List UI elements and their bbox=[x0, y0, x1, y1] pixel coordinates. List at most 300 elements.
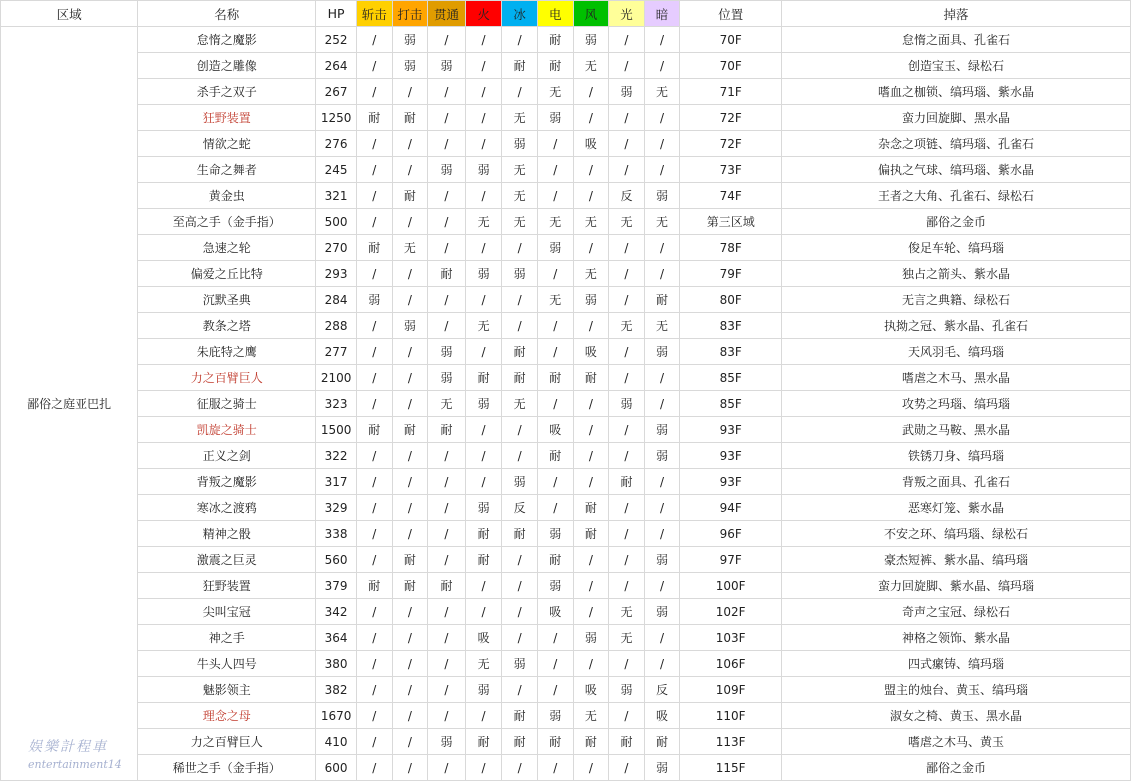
cell-ice: 弱 bbox=[502, 651, 538, 677]
table-row bbox=[1, 79, 1131, 105]
cell-slash: / bbox=[356, 521, 392, 547]
cell-location: 70F bbox=[680, 53, 782, 79]
cell-fire: 弱 bbox=[465, 261, 502, 287]
cell-drops: 鄙俗之金币 bbox=[782, 755, 1131, 781]
cell-drops: 四式瘰铸、缟玛瑙 bbox=[782, 651, 1131, 677]
cell-elec: / bbox=[537, 183, 573, 209]
cell-fire: / bbox=[465, 599, 502, 625]
cell-dark: / bbox=[644, 651, 680, 677]
cell-ice: / bbox=[502, 547, 538, 573]
cell-pierce: 弱 bbox=[428, 365, 466, 391]
cell-fire: 吸 bbox=[465, 625, 502, 651]
cell-hp: 267 bbox=[316, 79, 357, 105]
cell-pierce: / bbox=[428, 599, 466, 625]
cell-hp: 317 bbox=[316, 469, 357, 495]
table-row bbox=[1, 677, 1131, 703]
watermark bbox=[28, 739, 122, 773]
cell-strike: / bbox=[392, 339, 428, 365]
cell-location: 72F bbox=[680, 131, 782, 157]
cell-wind: 耐 bbox=[573, 521, 609, 547]
cell-elec: / bbox=[537, 625, 573, 651]
cell-fire: 耐 bbox=[465, 521, 502, 547]
cell-location: 78F bbox=[680, 235, 782, 261]
cell-hp: 329 bbox=[316, 495, 357, 521]
cell-name: 理念之母 bbox=[138, 703, 316, 729]
cell-ice: 无 bbox=[502, 391, 538, 417]
cell-name: 生命之舞者 bbox=[138, 157, 316, 183]
cell-drops: 怠惰之面具、孔雀石 bbox=[782, 27, 1131, 53]
cell-ice: / bbox=[502, 313, 538, 339]
cell-strike: 弱 bbox=[392, 27, 428, 53]
cell-location: 85F bbox=[680, 391, 782, 417]
cell-wind: 吸 bbox=[573, 677, 609, 703]
cell-dark: 弱 bbox=[644, 339, 680, 365]
cell-name: 杀手之双子 bbox=[138, 79, 316, 105]
cell-ice: 反 bbox=[502, 495, 538, 521]
cell-light: / bbox=[609, 53, 645, 79]
cell-wind: / bbox=[573, 235, 609, 261]
cell-wind: / bbox=[573, 105, 609, 131]
cell-drops: 王者之大角、孔雀石、绿松石 bbox=[782, 183, 1131, 209]
cell-dark: / bbox=[644, 625, 680, 651]
cell-dark: / bbox=[644, 53, 680, 79]
cell-dark: 吸 bbox=[644, 703, 680, 729]
cell-hp: 322 bbox=[316, 443, 357, 469]
cell-dark: / bbox=[644, 391, 680, 417]
cell-drops: 淑女之椅、黄玉、黑水晶 bbox=[782, 703, 1131, 729]
cell-drops: 背叛之面具、孔雀石 bbox=[782, 469, 1131, 495]
cell-pierce: / bbox=[428, 183, 466, 209]
cell-pierce: 弱 bbox=[428, 339, 466, 365]
cell-hp: 321 bbox=[316, 183, 357, 209]
cell-fire: / bbox=[465, 755, 502, 781]
cell-pierce: / bbox=[428, 209, 466, 235]
cell-slash: 弱 bbox=[356, 287, 392, 313]
cell-fire: 无 bbox=[465, 313, 502, 339]
cell-name: 牛头人四号 bbox=[138, 651, 316, 677]
cell-elec: 弱 bbox=[537, 235, 573, 261]
cell-fire: 耐 bbox=[465, 729, 502, 755]
cell-fire: / bbox=[465, 417, 502, 443]
cell-ice: 耐 bbox=[502, 339, 538, 365]
cell-wind: / bbox=[573, 755, 609, 781]
cell-name: 朱庇特之鹰 bbox=[138, 339, 316, 365]
cell-slash: 耐 bbox=[356, 417, 392, 443]
cell-slash: 耐 bbox=[356, 235, 392, 261]
cell-elec: / bbox=[537, 313, 573, 339]
cell-hp: 364 bbox=[316, 625, 357, 651]
cell-wind: 吸 bbox=[573, 339, 609, 365]
cell-wind: / bbox=[573, 573, 609, 599]
cell-ice: / bbox=[502, 79, 538, 105]
cell-pierce: / bbox=[428, 469, 466, 495]
cell-pierce: / bbox=[428, 79, 466, 105]
cell-hp: 270 bbox=[316, 235, 357, 261]
table-row bbox=[1, 755, 1131, 781]
cell-ice: 弱 bbox=[502, 261, 538, 287]
cell-strike: / bbox=[392, 79, 428, 105]
cell-light: / bbox=[609, 339, 645, 365]
cell-name: 寒冰之渡鸦 bbox=[138, 495, 316, 521]
cell-hp: 245 bbox=[316, 157, 357, 183]
cell-pierce: 弱 bbox=[428, 53, 466, 79]
cell-location: 94F bbox=[680, 495, 782, 521]
cell-fire: 无 bbox=[465, 209, 502, 235]
table-row bbox=[1, 443, 1131, 469]
cell-ice: 弱 bbox=[502, 469, 538, 495]
cell-drops: 鄙俗之金币 bbox=[782, 209, 1131, 235]
cell-slash: / bbox=[356, 755, 392, 781]
cell-slash: 耐 bbox=[356, 105, 392, 131]
cell-fire: / bbox=[465, 339, 502, 365]
cell-drops: 俊足车轮、缟玛瑙 bbox=[782, 235, 1131, 261]
cell-name: 怠惰之魔影 bbox=[138, 27, 316, 53]
cell-fire: / bbox=[465, 105, 502, 131]
cell-dark: / bbox=[644, 495, 680, 521]
cell-strike: / bbox=[392, 365, 428, 391]
table-row bbox=[1, 313, 1131, 339]
header-drops: 掉落 bbox=[782, 1, 1131, 27]
cell-fire: / bbox=[465, 443, 502, 469]
cell-elec: / bbox=[537, 131, 573, 157]
cell-fire: 弱 bbox=[465, 391, 502, 417]
cell-wind: / bbox=[573, 547, 609, 573]
cell-strike: / bbox=[392, 521, 428, 547]
cell-ice: / bbox=[502, 287, 538, 313]
cell-pierce: / bbox=[428, 651, 466, 677]
cell-dark: / bbox=[644, 469, 680, 495]
cell-name: 正义之剑 bbox=[138, 443, 316, 469]
cell-slash: / bbox=[356, 443, 392, 469]
cell-ice: 无 bbox=[502, 209, 538, 235]
cell-pierce: / bbox=[428, 625, 466, 651]
cell-wind: / bbox=[573, 443, 609, 469]
cell-strike: 弱 bbox=[392, 313, 428, 339]
cell-slash: / bbox=[356, 209, 392, 235]
cell-slash: / bbox=[356, 469, 392, 495]
cell-fire: / bbox=[465, 53, 502, 79]
cell-dark: 弱 bbox=[644, 183, 680, 209]
cell-strike: / bbox=[392, 287, 428, 313]
cell-strike: / bbox=[392, 599, 428, 625]
cell-slash: / bbox=[356, 313, 392, 339]
header-slash: 斩击 bbox=[356, 1, 392, 27]
cell-wind: / bbox=[573, 183, 609, 209]
cell-elec: / bbox=[537, 495, 573, 521]
cell-slash: / bbox=[356, 599, 392, 625]
cell-hp: 500 bbox=[316, 209, 357, 235]
table-row bbox=[1, 339, 1131, 365]
cell-name: 征服之骑士 bbox=[138, 391, 316, 417]
cell-fire: 弱 bbox=[465, 677, 502, 703]
cell-drops: 偏执之气球、缟玛瑙、紫水晶 bbox=[782, 157, 1131, 183]
cell-name: 力之百臂巨人 bbox=[138, 365, 316, 391]
header-name: 名称 bbox=[138, 1, 316, 27]
cell-wind: / bbox=[573, 599, 609, 625]
cell-hp: 410 bbox=[316, 729, 357, 755]
cell-light: / bbox=[609, 365, 645, 391]
cell-location: 97F bbox=[680, 547, 782, 573]
cell-elec: 耐 bbox=[537, 729, 573, 755]
cell-name: 教条之塔 bbox=[138, 313, 316, 339]
cell-wind: / bbox=[573, 651, 609, 677]
cell-wind: / bbox=[573, 469, 609, 495]
cell-pierce: 耐 bbox=[428, 573, 466, 599]
cell-dark: 弱 bbox=[644, 417, 680, 443]
header-fire: 火 bbox=[465, 1, 502, 27]
cell-hp: 277 bbox=[316, 339, 357, 365]
cell-fire: / bbox=[465, 573, 502, 599]
cell-slash: / bbox=[356, 703, 392, 729]
cell-slash: / bbox=[356, 131, 392, 157]
header-strike: 打击 bbox=[392, 1, 428, 27]
cell-drops: 杂念之项链、缟玛瑙、孔雀石 bbox=[782, 131, 1131, 157]
cell-drops: 恶寒灯笼、紫水晶 bbox=[782, 495, 1131, 521]
cell-dark: / bbox=[644, 365, 680, 391]
cell-dark: 耐 bbox=[644, 287, 680, 313]
cell-strike: 弱 bbox=[392, 53, 428, 79]
cell-slash: / bbox=[356, 261, 392, 287]
cell-ice: 弱 bbox=[502, 131, 538, 157]
cell-strike: / bbox=[392, 495, 428, 521]
cell-fire: / bbox=[465, 183, 502, 209]
cell-strike: / bbox=[392, 651, 428, 677]
table-row bbox=[1, 131, 1131, 157]
cell-name: 背叛之魔影 bbox=[138, 469, 316, 495]
header-dark: 暗 bbox=[644, 1, 680, 27]
cell-light: / bbox=[609, 287, 645, 313]
cell-dark: / bbox=[644, 521, 680, 547]
cell-light: / bbox=[609, 495, 645, 521]
cell-light: / bbox=[609, 417, 645, 443]
cell-light: / bbox=[609, 27, 645, 53]
cell-light: 弱 bbox=[609, 677, 645, 703]
cell-location: 93F bbox=[680, 469, 782, 495]
cell-strike: / bbox=[392, 625, 428, 651]
cell-pierce: / bbox=[428, 287, 466, 313]
cell-wind: 弱 bbox=[573, 27, 609, 53]
cell-name: 稀世之手（金手指） bbox=[138, 755, 316, 781]
cell-name: 力之百臂巨人 bbox=[138, 729, 316, 755]
cell-location: 93F bbox=[680, 443, 782, 469]
cell-wind: 耐 bbox=[573, 495, 609, 521]
cell-dark: / bbox=[644, 27, 680, 53]
cell-ice: / bbox=[502, 27, 538, 53]
cell-slash: / bbox=[356, 495, 392, 521]
cell-drops: 独占之箭头、紫水晶 bbox=[782, 261, 1131, 287]
table-row bbox=[1, 469, 1131, 495]
cell-drops: 豪杰短裤、紫水晶、缟玛瑙 bbox=[782, 547, 1131, 573]
cell-slash: / bbox=[356, 53, 392, 79]
cell-drops: 奇声之宝冠、绿松石 bbox=[782, 599, 1131, 625]
cell-pierce: 耐 bbox=[428, 261, 466, 287]
cell-light: 反 bbox=[609, 183, 645, 209]
cell-pierce: / bbox=[428, 755, 466, 781]
cell-location: 83F bbox=[680, 339, 782, 365]
cell-light: / bbox=[609, 703, 645, 729]
table-row bbox=[1, 209, 1131, 235]
cell-wind: 耐 bbox=[573, 365, 609, 391]
cell-name: 凯旋之骑士 bbox=[138, 417, 316, 443]
cell-dark: / bbox=[644, 573, 680, 599]
cell-name: 狂野装置 bbox=[138, 573, 316, 599]
cell-elec: / bbox=[537, 261, 573, 287]
cell-light: / bbox=[609, 443, 645, 469]
cell-elec: / bbox=[537, 391, 573, 417]
table-row bbox=[1, 729, 1131, 755]
cell-pierce: / bbox=[428, 703, 466, 729]
cell-strike: / bbox=[392, 157, 428, 183]
cell-wind: / bbox=[573, 313, 609, 339]
cell-name: 狂野装置 bbox=[138, 105, 316, 131]
cell-dark: / bbox=[644, 131, 680, 157]
cell-light: 无 bbox=[609, 313, 645, 339]
cell-wind: 弱 bbox=[573, 625, 609, 651]
cell-drops: 盟主的烛台、黄玉、缟玛瑙 bbox=[782, 677, 1131, 703]
cell-light: 弱 bbox=[609, 79, 645, 105]
cell-wind: 无 bbox=[573, 703, 609, 729]
header-pierce: 贯通 bbox=[428, 1, 466, 27]
cell-name: 精神之骰 bbox=[138, 521, 316, 547]
cell-location: 80F bbox=[680, 287, 782, 313]
cell-location: 74F bbox=[680, 183, 782, 209]
cell-fire: 无 bbox=[465, 651, 502, 677]
cell-strike: / bbox=[392, 677, 428, 703]
cell-strike: / bbox=[392, 261, 428, 287]
cell-hp: 342 bbox=[316, 599, 357, 625]
cell-drops: 嗜虐之木马、黑水晶 bbox=[782, 365, 1131, 391]
cell-location: 113F bbox=[680, 729, 782, 755]
cell-drops: 无言之典籍、绿松石 bbox=[782, 287, 1131, 313]
cell-fire: / bbox=[465, 469, 502, 495]
cell-dark: 弱 bbox=[644, 547, 680, 573]
cell-wind: / bbox=[573, 417, 609, 443]
cell-light: 无 bbox=[609, 209, 645, 235]
cell-elec: 弱 bbox=[537, 521, 573, 547]
cell-drops: 不安之环、缟玛瑙、绿松石 bbox=[782, 521, 1131, 547]
cell-hp: 323 bbox=[316, 391, 357, 417]
cell-ice: / bbox=[502, 625, 538, 651]
cell-slash: / bbox=[356, 27, 392, 53]
cell-wind: / bbox=[573, 79, 609, 105]
cell-dark: / bbox=[644, 235, 680, 261]
cell-drops: 天风羽毛、缟玛瑙 bbox=[782, 339, 1131, 365]
cell-light: 无 bbox=[609, 625, 645, 651]
cell-dark: 弱 bbox=[644, 443, 680, 469]
cell-light: / bbox=[609, 651, 645, 677]
table-row bbox=[1, 573, 1131, 599]
cell-ice: / bbox=[502, 417, 538, 443]
table-row bbox=[1, 521, 1131, 547]
cell-strike: 无 bbox=[392, 235, 428, 261]
cell-light: / bbox=[609, 261, 645, 287]
cell-wind: 无 bbox=[573, 209, 609, 235]
cell-location: 103F bbox=[680, 625, 782, 651]
table-row bbox=[1, 495, 1131, 521]
cell-dark: 无 bbox=[644, 209, 680, 235]
cell-drops: 攻势之玛瑙、缟玛瑙 bbox=[782, 391, 1131, 417]
cell-dark: / bbox=[644, 157, 680, 183]
cell-strike: 耐 bbox=[392, 105, 428, 131]
cell-elec: 无 bbox=[537, 79, 573, 105]
cell-light: 无 bbox=[609, 599, 645, 625]
cell-ice: / bbox=[502, 599, 538, 625]
cell-pierce: 无 bbox=[428, 391, 466, 417]
cell-fire: 弱 bbox=[465, 495, 502, 521]
cell-ice: / bbox=[502, 443, 538, 469]
cell-location: 96F bbox=[680, 521, 782, 547]
table-row bbox=[1, 625, 1131, 651]
cell-wind: 无 bbox=[573, 53, 609, 79]
cell-pierce: / bbox=[428, 131, 466, 157]
cell-fire: / bbox=[465, 27, 502, 53]
cell-location: 70F bbox=[680, 27, 782, 53]
cell-hp: 284 bbox=[316, 287, 357, 313]
cell-wind: 吸 bbox=[573, 131, 609, 157]
cell-hp: 1670 bbox=[316, 703, 357, 729]
cell-drops: 嗜血之枷锁、缟玛瑙、紫水晶 bbox=[782, 79, 1131, 105]
table-body bbox=[1, 27, 1131, 781]
cell-name: 神之手 bbox=[138, 625, 316, 651]
cell-name: 激震之巨灵 bbox=[138, 547, 316, 573]
cell-slash: / bbox=[356, 677, 392, 703]
cell-location: 110F bbox=[680, 703, 782, 729]
cell-location: 79F bbox=[680, 261, 782, 287]
cell-location: 100F bbox=[680, 573, 782, 599]
table-row bbox=[1, 365, 1131, 391]
table-row bbox=[1, 53, 1131, 79]
cell-elec: 吸 bbox=[537, 599, 573, 625]
cell-location: 93F bbox=[680, 417, 782, 443]
cell-elec: 无 bbox=[537, 287, 573, 313]
cell-hp: 600 bbox=[316, 755, 357, 781]
cell-slash: 耐 bbox=[356, 573, 392, 599]
cell-light: 耐 bbox=[609, 469, 645, 495]
table-row bbox=[1, 183, 1131, 209]
watermark-line2: entertainment14 bbox=[28, 758, 122, 771]
cell-strike: 耐 bbox=[392, 183, 428, 209]
cell-drops: 神格之领饰、紫水晶 bbox=[782, 625, 1131, 651]
cell-strike: 耐 bbox=[392, 547, 428, 573]
cell-ice: 耐 bbox=[502, 53, 538, 79]
cell-slash: / bbox=[356, 339, 392, 365]
cell-elec: / bbox=[537, 677, 573, 703]
cell-slash: / bbox=[356, 651, 392, 677]
cell-drops: 蛮力回旋脚、黑水晶 bbox=[782, 105, 1131, 131]
cell-strike: / bbox=[392, 443, 428, 469]
header-hp: HP bbox=[316, 1, 357, 27]
cell-ice: / bbox=[502, 677, 538, 703]
cell-pierce: / bbox=[428, 443, 466, 469]
cell-strike: 耐 bbox=[392, 573, 428, 599]
cell-name: 魅影领主 bbox=[138, 677, 316, 703]
cell-name: 急速之轮 bbox=[138, 235, 316, 261]
cell-elec: 耐 bbox=[537, 27, 573, 53]
cell-slash: / bbox=[356, 729, 392, 755]
cell-elec: 无 bbox=[537, 209, 573, 235]
cell-elec: / bbox=[537, 651, 573, 677]
cell-slash: / bbox=[356, 625, 392, 651]
cell-drops: 铁锈刀身、缟玛瑙 bbox=[782, 443, 1131, 469]
cell-slash: / bbox=[356, 365, 392, 391]
cell-pierce: 耐 bbox=[428, 417, 466, 443]
cell-strike: / bbox=[392, 131, 428, 157]
table-row bbox=[1, 703, 1131, 729]
cell-strike: 耐 bbox=[392, 417, 428, 443]
cell-dark: / bbox=[644, 105, 680, 131]
cell-fire: 弱 bbox=[465, 157, 502, 183]
header-elec: 电 bbox=[537, 1, 573, 27]
